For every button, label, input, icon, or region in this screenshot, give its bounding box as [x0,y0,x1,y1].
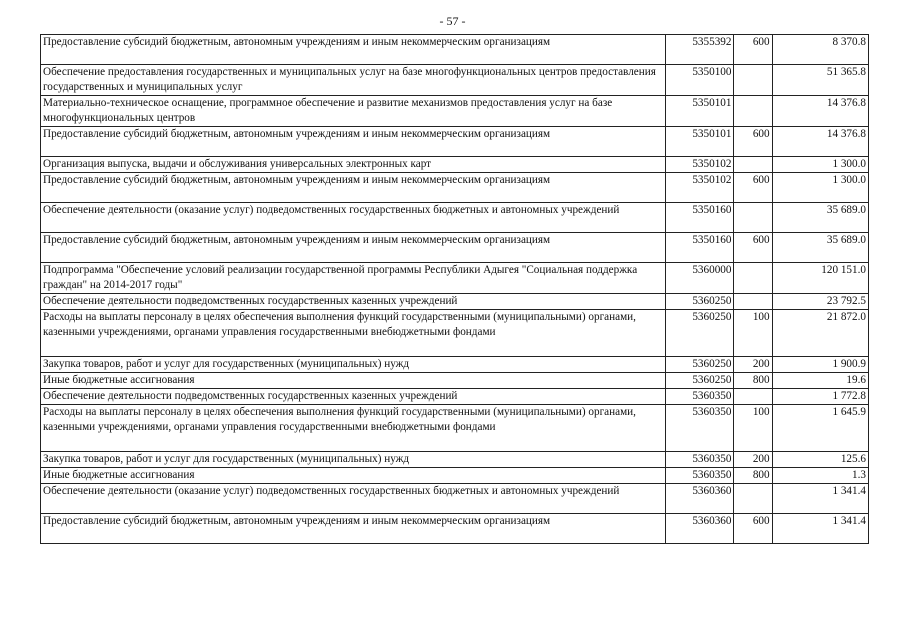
row-amount-cell: 1 900.9 [772,357,868,373]
table-row [41,157,869,173]
row-code-cell: 5360350 [666,468,734,484]
row-type-cell [734,157,772,173]
row-amount-cell: 120 151.0 [772,263,868,294]
row-code-cell: 5360000 [666,263,734,294]
row-type-cell: 100 [734,310,772,357]
row-amount-cell: 1 341.4 [772,514,868,544]
row-type-cell: 600 [734,127,772,157]
row-name-cell: Иные бюджетные ассигнования [41,373,666,389]
row-code-cell: 5355392 [666,35,734,65]
row-type-cell: 600 [734,173,772,203]
row-code-cell: 5350101 [666,127,734,157]
row-amount-cell: 19.6 [772,373,868,389]
row-type-cell: 200 [734,452,772,468]
table-row [41,310,869,357]
row-amount-cell: 1 300.0 [772,173,868,203]
row-code-cell: 5350101 [666,96,734,127]
row-amount-cell: 21 872.0 [772,310,868,357]
row-amount-cell: 1.3 [772,468,868,484]
row-amount-cell: 8 370.8 [772,35,868,65]
row-code-cell: 5360350 [666,452,734,468]
row-amount-cell: 51 365.8 [772,65,868,96]
table-row [41,173,869,203]
row-code-cell: 5360250 [666,294,734,310]
row-amount-cell: 1 300.0 [772,157,868,173]
page-number: - 57 - [439,14,466,28]
budget-table [40,34,869,544]
row-name-cell: Подпрограмма "Обеспечение условий реализации государственной программы Республики Адыгея "Социальная поддержка граждан" на 2014-2017 годы" [41,263,666,294]
row-amount-cell: 1 772.8 [772,389,868,405]
table-row [41,452,869,468]
row-code-cell: 5360350 [666,389,734,405]
row-code-cell: 5350102 [666,173,734,203]
row-amount-cell: 35 689.0 [772,203,868,233]
row-type-cell: 200 [734,357,772,373]
table-row [41,389,869,405]
row-type-cell: 100 [734,405,772,452]
row-name-cell: Обеспечение деятельности (оказание услуг) подведомственных государственных бюджетных и автономных учреждений [41,484,666,514]
row-code-cell: 5360360 [666,514,734,544]
row-name-cell: Предоставление субсидий бюджетным, автономным учреждениям и иным некоммерческим организациям [41,35,666,65]
table-row [41,514,869,544]
row-type-cell: 600 [734,35,772,65]
row-name-cell: Предоставление субсидий бюджетным, автономным учреждениям и иным некоммерческим организациям [41,127,666,157]
row-amount-cell: 35 689.0 [772,233,868,263]
table-row [41,96,869,127]
table-row [41,373,869,389]
row-code-cell: 5360250 [666,357,734,373]
row-name-cell: Организация выпуска, выдачи и обслуживания универсальных электронных карт [41,157,666,173]
row-type-cell: 600 [734,233,772,263]
row-amount-cell: 23 792.5 [772,294,868,310]
row-type-cell [734,389,772,405]
table-row [41,484,869,514]
row-type-cell [734,203,772,233]
row-code-cell: 5350102 [666,157,734,173]
row-code-cell: 5350100 [666,65,734,96]
table-row [41,127,869,157]
row-code-cell: 5360360 [666,484,734,514]
row-amount-cell: 125.6 [772,452,868,468]
table-row [41,233,869,263]
budget-table-body [41,35,869,544]
row-type-cell: 600 [734,514,772,544]
row-code-cell: 5360250 [666,373,734,389]
row-name-cell: Материально-техническое оснащение, программное обеспечение и развитие механизмов предоставления услуг на базе многофункциональных центров [41,96,666,127]
row-name-cell: Предоставление субсидий бюджетным, автономным учреждениям и иным некоммерческим организациям [41,233,666,263]
row-name-cell: Предоставление субсидий бюджетным, автономным учреждениям и иным некоммерческим организациям [41,173,666,203]
row-name-cell: Закупка товаров, работ и услуг для государственных (муниципальных) нужд [41,452,666,468]
table-row [41,468,869,484]
row-type-cell [734,65,772,96]
table-row [41,65,869,96]
row-type-cell: 800 [734,468,772,484]
row-type-cell [734,294,772,310]
row-name-cell: Закупка товаров, работ и услуг для государственных (муниципальных) нужд [41,357,666,373]
row-code-cell: 5350160 [666,203,734,233]
table-row [41,263,869,294]
row-name-cell: Обеспечение деятельности подведомственных государственных казенных учреждений [41,294,666,310]
table-row [41,203,869,233]
row-type-cell [734,263,772,294]
row-amount-cell: 1 645.9 [772,405,868,452]
table-row [41,294,869,310]
row-amount-cell: 14 376.8 [772,96,868,127]
row-code-cell: 5360350 [666,405,734,452]
row-type-cell [734,96,772,127]
row-name-cell: Расходы на выплаты персоналу в целях обеспечения выполнения функций государственными (муниципальными) органами, казенными учреждениями, органами управления государственными внебюджетными фондами [41,310,666,357]
table-row [41,35,869,65]
row-name-cell: Обеспечение деятельности подведомственных государственных казенных учреждений [41,389,666,405]
row-name-cell: Иные бюджетные ассигнования [41,468,666,484]
row-type-cell: 800 [734,373,772,389]
table-row [41,405,869,452]
row-type-cell [734,484,772,514]
row-name-cell: Расходы на выплаты персоналу в целях обеспечения выполнения функций государственными (муниципальными) органами, казенными учреждениями, органами управления государственными внебюджетными фондами [41,405,666,452]
row-amount-cell: 14 376.8 [772,127,868,157]
table-row [41,357,869,373]
row-name-cell: Обеспечение предоставления государственных и муниципальных услуг на базе многофункциональных центров предоставления государственных и муниципальных услуг [41,65,666,96]
row-code-cell: 5360250 [666,310,734,357]
row-code-cell: 5350160 [666,233,734,263]
row-name-cell: Предоставление субсидий бюджетным, автономным учреждениям и иным некоммерческим организациям [41,514,666,544]
row-name-cell: Обеспечение деятельности (оказание услуг) подведомственных государственных бюджетных и автономных учреждений [41,203,666,233]
row-amount-cell: 1 341.4 [772,484,868,514]
